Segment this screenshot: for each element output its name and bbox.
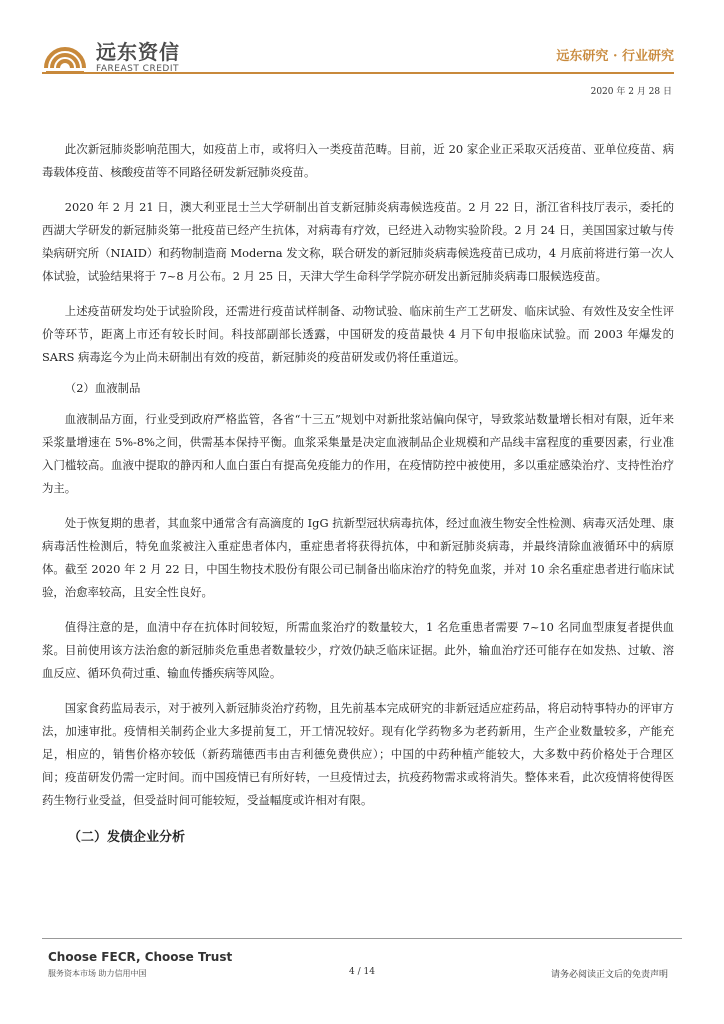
footer-disclaimer: 请务必阅读正文后的免责声明 [550,970,668,980]
page-footer [0,930,724,1024]
paragraph-blood-products: 血液制品方面，行业受到政府严格监管，各省“十三五”规划中对新批浆站偏向保守，导致浆站数量增长相对有限，近年来采浆量增速在 5%-8%之间，供需基本保持平衡。血浆采集量是决定血液制品企业规模和产品线丰富程度的重要因素，行业准入门槛较高。血液中提取的静丙和人血白蛋白有提高免疫能力的作用，在疫情防控中被使用，多以重症感染治疗、支持性治疗为主。 [42,412,674,495]
logo-english-name: FAREAST CREDIT [96,64,179,74]
footer-slogan: Choose FECR, Choose Trust [48,950,233,964]
footer-divider [42,938,682,939]
report-series: 远东研究 · 行业研究 [556,49,674,64]
paragraph-vaccine-intro: 此次新冠肺炎影响范围大，如疫苗上市，或将归入一类疫苗范畴。目前，近 20 家企业正采取灭活疫苗、亚单位疫苗、病毒载体疫苗、核酸疫苗等不同路径研发新冠肺炎疫苗。 [42,142,674,179]
page-header [0,0,724,100]
page-number: 4 / 14 [349,967,375,977]
logo-chinese-name: 远东资信 [96,40,180,64]
footer-subslogan: 服务资本市场 助力信用中国 [48,969,147,978]
report-date: 2020 年 2 月 28 日 [590,87,672,97]
paragraph-industry-summary: 国家食药监局表示，对于被列入新冠肺炎治疗药物，且先前基本完成研究的非新冠适应症药品，将启动特事特办的评审方法，加速审批。疫情相关制药企业大多提前复工，开工情况较好。现有化学药物多为老药新用，生产企业数量较多，产能充足，相应的，销售价格亦较低（新药瑞德西韦由吉利德免费供应）；中国的中药种植产能较大，大多数中药价格处于合理区间；疫苗研发仍需一定时间。而中国疫情已有所好转，一旦疫情过去，抗疫药物需求或将消失。整体来看，此次疫情将使得医药生物行业受益，但受益时间可能较短，受益幅度或许相对有限。 [42,701,674,807]
paragraph-vaccine-outlook: 上述疫苗研发均处于试验阶段，还需进行疫苗试样制备、动物试验、临床前生产工艺研发、临床试验、有效性及安全性评价等环节，距离上市还有较长时间。科技部副部长透露，中国研发的疫苗最快 4 月下旬申报临床试验。而 2003 年爆发的 SARS 病毒迄今为止尚未研制出有效的疫苗，新冠肺炎的疫苗研发或仍将任重道远。 [42,304,674,364]
subheading-blood-products: （2）血液制品 [64,381,141,395]
header-divider [42,72,674,74]
paragraph-plasma-risks: 值得注意的是，血清中存在抗体时间较短，所需血浆治疗的数量较大，1 名危重患者需要 7~10 名同血型康复者提供血浆。目前使用该方法治愈的新冠肺炎危重患者数量较少，疗效仍缺乏临床证据。此外，输血治疗还可能存在如发热、过敏、溶血反应、循环负荷过重、输血传播疾病等风险。 [42,620,674,680]
paragraph-vaccine-progress: 2020 年 2 月 21 日，澳大利亚昆士兰大学研制出首支新冠肺炎病毒候选疫苗。2 月 22 日，浙江省科技厅表示，委托的西湖大学研发的新冠肺炎第一批疫苗已经产生抗体，对病毒有疗效，已经进入动物实验阶段。2 月 24 日，美国国家过敏与传染病研究所（NIAID）和药物制造商 Moderna 发文称，联合研发的新冠肺炎病毒候选疫苗已成功，4 月底前将进行第一次人体试验，试验结果将于 7~8 月公布。2 月 25 日，天津大学生命科学学院亦研发出新冠肺炎病毒口服候选疫苗。 [42,200,674,283]
document-body [42,138,674,845]
section-heading-issuers: （二）发债企业分析 [68,830,186,845]
paragraph-plasma-therapy: 处于恢复期的患者，其血浆中通常含有高滴度的 IgG 抗新型冠状病毒抗体，经过血液生物安全性检测、病毒灭活处理、康病毒活性检测后，特免血浆被注入重症患者体内，重症患者将获得抗体，中和新冠肺炎病毒，并最终清除血液循环中的病原体。截至 2020 年 2 月 22 日，中国生物技术股份有限公司已制备出临床治疗的特免血浆，并对 10 余名重症患者进行临床试验，治愈率较高，且安全性良好。 [42,516,674,599]
